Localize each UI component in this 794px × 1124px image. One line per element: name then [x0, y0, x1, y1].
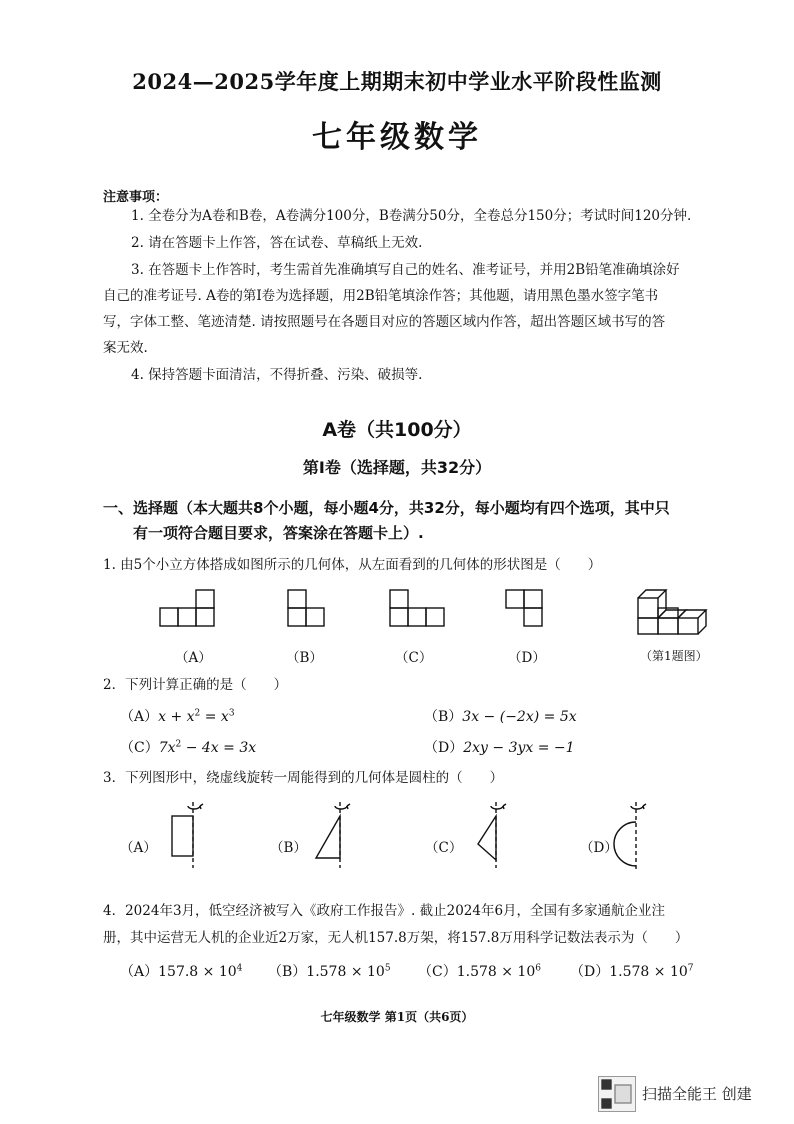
notice-item: 案无效. — [103, 340, 148, 356]
part1-heading: 一、选择题（本大题共8个小题，每小题4分，共32分，每小题均有四个选项，其中只 — [103, 499, 670, 517]
scanner-qr-icon — [598, 1076, 636, 1112]
q4-stem-line1: 4．2024年3月，低空经济被写入《政府工作报告》. 截止2024年6月，全国有多家通航企业注 — [103, 903, 666, 919]
q1-figure-b — [288, 590, 324, 626]
q2-option-b: （B）3x − (−2x) = 5x — [424, 709, 577, 725]
q1-figure-c — [390, 590, 444, 626]
q3-label-b: （B） — [270, 840, 307, 856]
notice-item: 4. 保持答题卡面清洁，不得折叠、污染、破损等. — [131, 367, 423, 383]
notice-item: 3. 在答题卡上作答时，考生需首先准确填写自己的姓名、准考证号，并用2B铅笔准确填涂好 — [131, 262, 680, 278]
q3-label-c: （C） — [425, 840, 463, 856]
q4-option-a: $(A)157.8 \times 10^4$ — [120, 963, 243, 980]
q4-option-d: $(D)1.578 \times 10^7$ — [570, 963, 694, 980]
q2-option-c: $(C)7x^2 - 4x = 3x$ — [120, 739, 257, 756]
q3-figure-a — [172, 802, 203, 868]
part1-heading-cont: 有一项符合题目要求，答案涂在答题卡上）. — [133, 524, 424, 542]
q2-stem: 2．下列计算正确的是（ ） — [103, 677, 288, 693]
scanner-watermark: 扫描全能王 创建 — [642, 1085, 752, 1103]
q1-stem: 1. 由5个小立方体搭成如图所示的几何体，从左面看到的几何体的形状图是（ ） — [103, 557, 602, 573]
q4-stem-line2: 册，其中运营无人机的企业近2万家，无人机157.8万架，将157.8万用科学记数法表示为（ ） — [103, 930, 689, 946]
subject-title: 七年级数学 — [312, 120, 482, 155]
q1-label-a: （A） — [175, 650, 212, 666]
notice-item: 写，字体工整、笔迹清楚. 请按照题号在各题目对应的答题区域内作答，超出答题区域书写的答 — [103, 314, 666, 330]
exam-title: 2024—2025学年度上期期末初中学业水平阶段性监测 — [132, 69, 662, 94]
q3-figure-c — [478, 802, 506, 868]
q1-label-d: （D） — [508, 650, 546, 666]
q2-option-d: （D）2xy − 3yx = −1 — [424, 740, 575, 756]
q3-figure-d — [614, 802, 646, 870]
q3-label-a: （A） — [120, 840, 157, 856]
notice-item: 2. 请在答题卡上作答，答在试卷、草稿纸上无效. — [131, 235, 423, 251]
q3-label-d: （D） — [580, 840, 618, 856]
notice-heading: 注意事项： — [103, 190, 169, 205]
q1-figure-caption: （第1题图） — [640, 649, 708, 663]
q3-rotation-figures — [160, 798, 680, 878]
section-i-heading: 第Ⅰ卷（选择题，共32分） — [302, 458, 492, 477]
page-footer: 七年级数学 第1页（共6页） — [320, 1010, 474, 1024]
section-a-heading: A卷（共100分） — [322, 419, 472, 441]
q2-option-a: $(A)x + x^2 = x^3$ — [120, 708, 235, 725]
q4-option-c: $(C)1.578 \times 10^6$ — [418, 963, 541, 980]
q4-option-b: $(B)1.578 \times 10^5$ — [268, 963, 391, 980]
notice-item: 1. 全卷分为A卷和B卷，A卷满分100分，B卷满分50分，全卷总分150分；考试时间120分钟. — [131, 208, 692, 224]
notice-item: 自己的准考证号. A卷的第Ⅰ卷为选择题，用2B铅笔填涂作答；其他题，请用黑色墨水签字笔书 — [103, 288, 659, 304]
q3-stem: 3．下列图形中，绕虚线旋转一周能得到的几何体是圆柱的（ ） — [103, 770, 504, 786]
q1-figure-a — [160, 590, 214, 626]
q1-label-c: （C） — [395, 650, 433, 666]
q1-figure-d — [506, 590, 542, 626]
q3-figure-b — [316, 802, 350, 868]
q1-solid-figure — [630, 582, 720, 638]
q1-label-b: （B） — [286, 650, 323, 666]
